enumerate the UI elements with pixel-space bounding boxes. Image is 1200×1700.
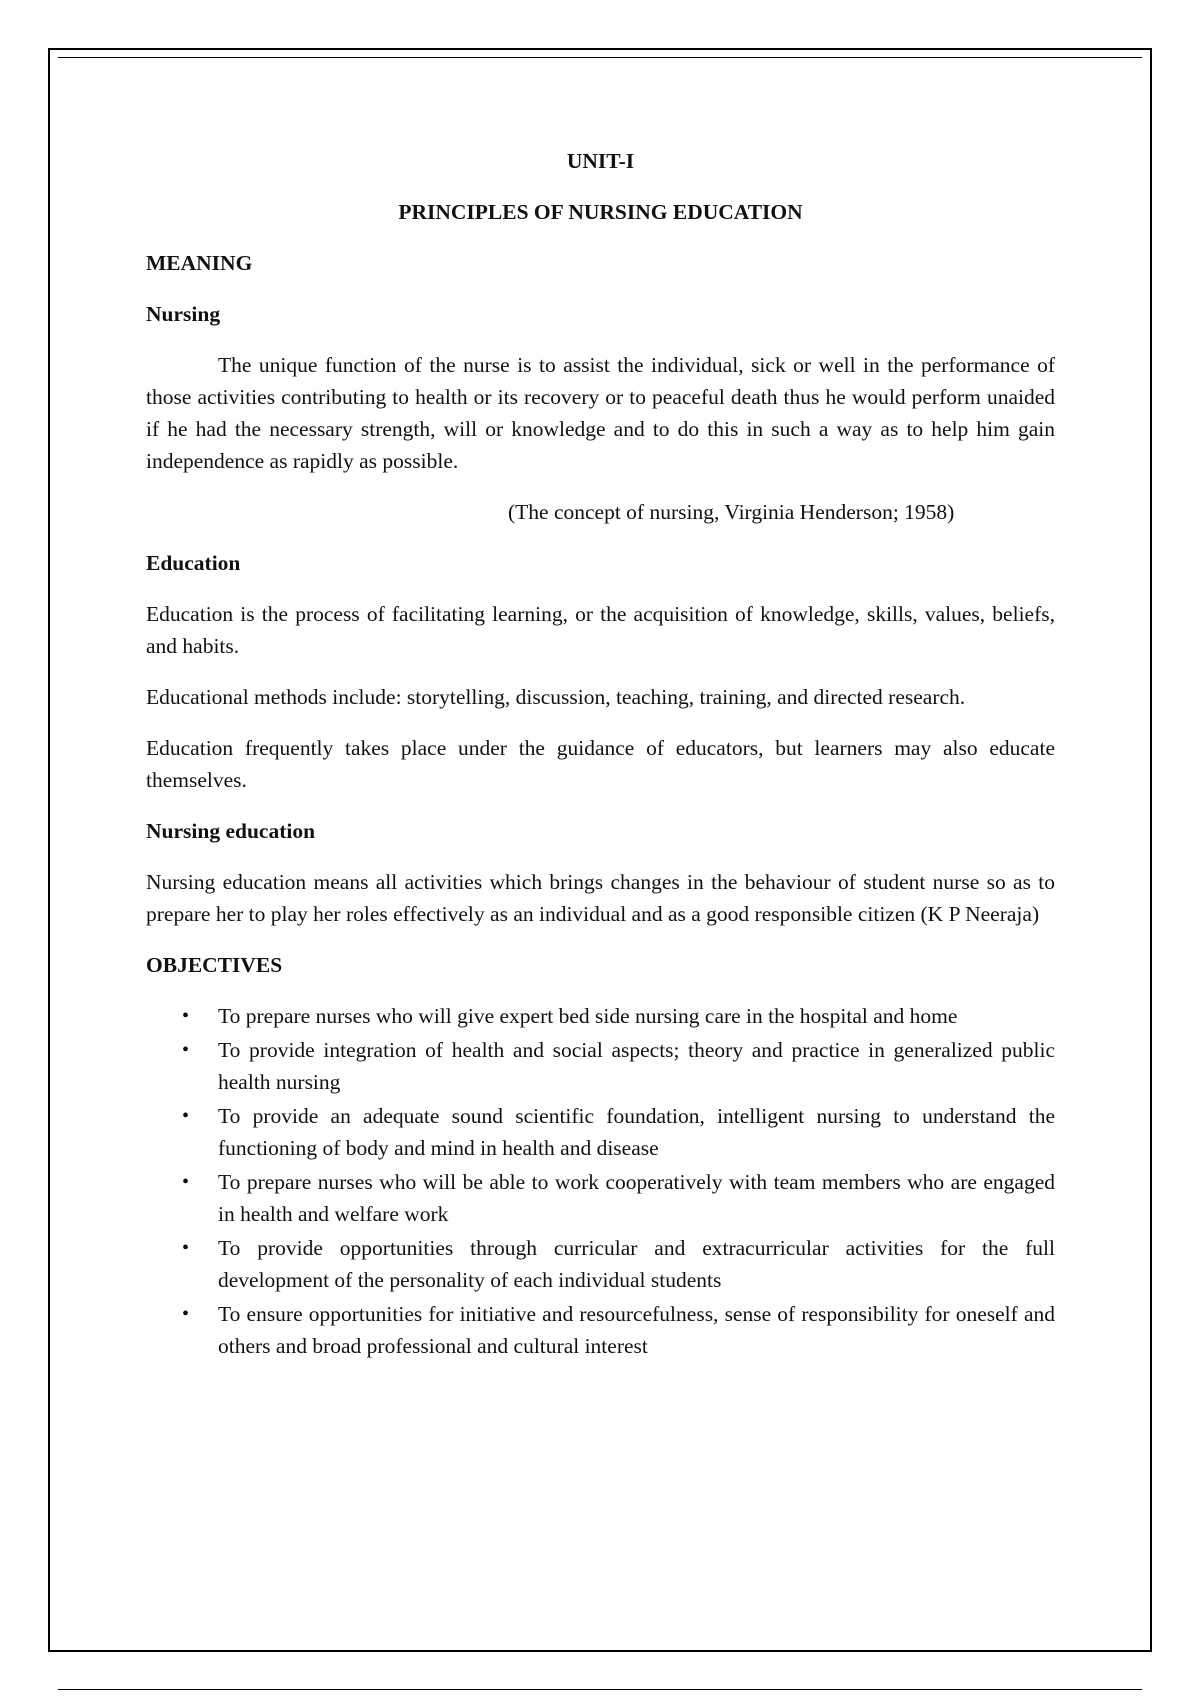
education-heading: Education [146, 551, 241, 575]
document-body [146, 145, 1055, 1364]
unit-heading: UNIT-I [566, 149, 635, 173]
objective-item [146, 1232, 1055, 1296]
objective-item [146, 1000, 1055, 1032]
bullet-icon: • [182, 1237, 190, 1259]
objective-text: To ensure opportunities for initiative and resourcefulness, sense of responsibility for oneself and others and broad professional and cultural interest [218, 1302, 1055, 1358]
bullet-icon: • [182, 1105, 190, 1127]
objectives-list [146, 1000, 1055, 1362]
bullet-icon: • [182, 1039, 190, 1061]
education-paragraph-1: Education is the process of facilitating learning, or the acquisition of knowledge, skills, values, beliefs, and habits. [146, 602, 1055, 658]
bullet-icon: • [182, 1303, 190, 1325]
objective-text: To provide an adequate sound scientific foundation, intelligent nursing to understand the functioning of body and mind in health and disease [218, 1104, 1055, 1160]
objective-item [146, 1100, 1055, 1164]
nursing-definition: The unique function of the nurse is to assist the individual, sick or well in the performance of those activities contributing to health or its recovery or to peaceful death thus he would perform unaided if he had the necessary strength, will or knowledge and to do this in such a way as to help him gain independence as rapidly as possible. [146, 353, 1055, 473]
objective-text: To prepare nurses who will give expert bed side nursing care in the hospital and home [218, 1004, 958, 1028]
nursing-heading: Nursing [146, 302, 221, 326]
education-paragraph-2: Educational methods include: storytelling, discussion, teaching, training, and directed research. [146, 685, 966, 709]
nursing-education-heading: Nursing education [146, 819, 316, 843]
bullet-icon: • [182, 1171, 190, 1193]
top-double-rule [58, 57, 1142, 58]
objectives-heading: OBJECTIVES [146, 953, 283, 977]
footer-rule [58, 1689, 1142, 1690]
objective-item [146, 1034, 1055, 1098]
objective-text: To provide integration of health and social aspects; theory and practice in generalized public health nursing [218, 1038, 1055, 1094]
objective-item [146, 1166, 1055, 1230]
bullet-icon: • [182, 1005, 190, 1027]
objective-item [146, 1298, 1055, 1362]
page-title: PRINCIPLES OF NURSING EDUCATION [398, 200, 803, 224]
education-paragraph-3: Education frequently takes place under the guidance of educators, but learners may also educate themselves. [146, 736, 1055, 792]
meaning-heading: MEANING [146, 251, 253, 275]
nursing-citation: (The concept of nursing, Virginia Henderson; 1958) [508, 500, 955, 524]
nursing-education-definition: Nursing education means all activities which brings changes in the behaviour of student nurse so as to prepare her to play her roles effectively as an individual and as a good responsible citizen (K P Neeraja) [146, 870, 1055, 926]
objective-text: To prepare nurses who will be able to work cooperatively with team members who are engaged in health and welfare work [218, 1170, 1055, 1226]
objective-text: To provide opportunities through curricular and extracurricular activities for the full development of the personality of each individual students [218, 1236, 1055, 1292]
